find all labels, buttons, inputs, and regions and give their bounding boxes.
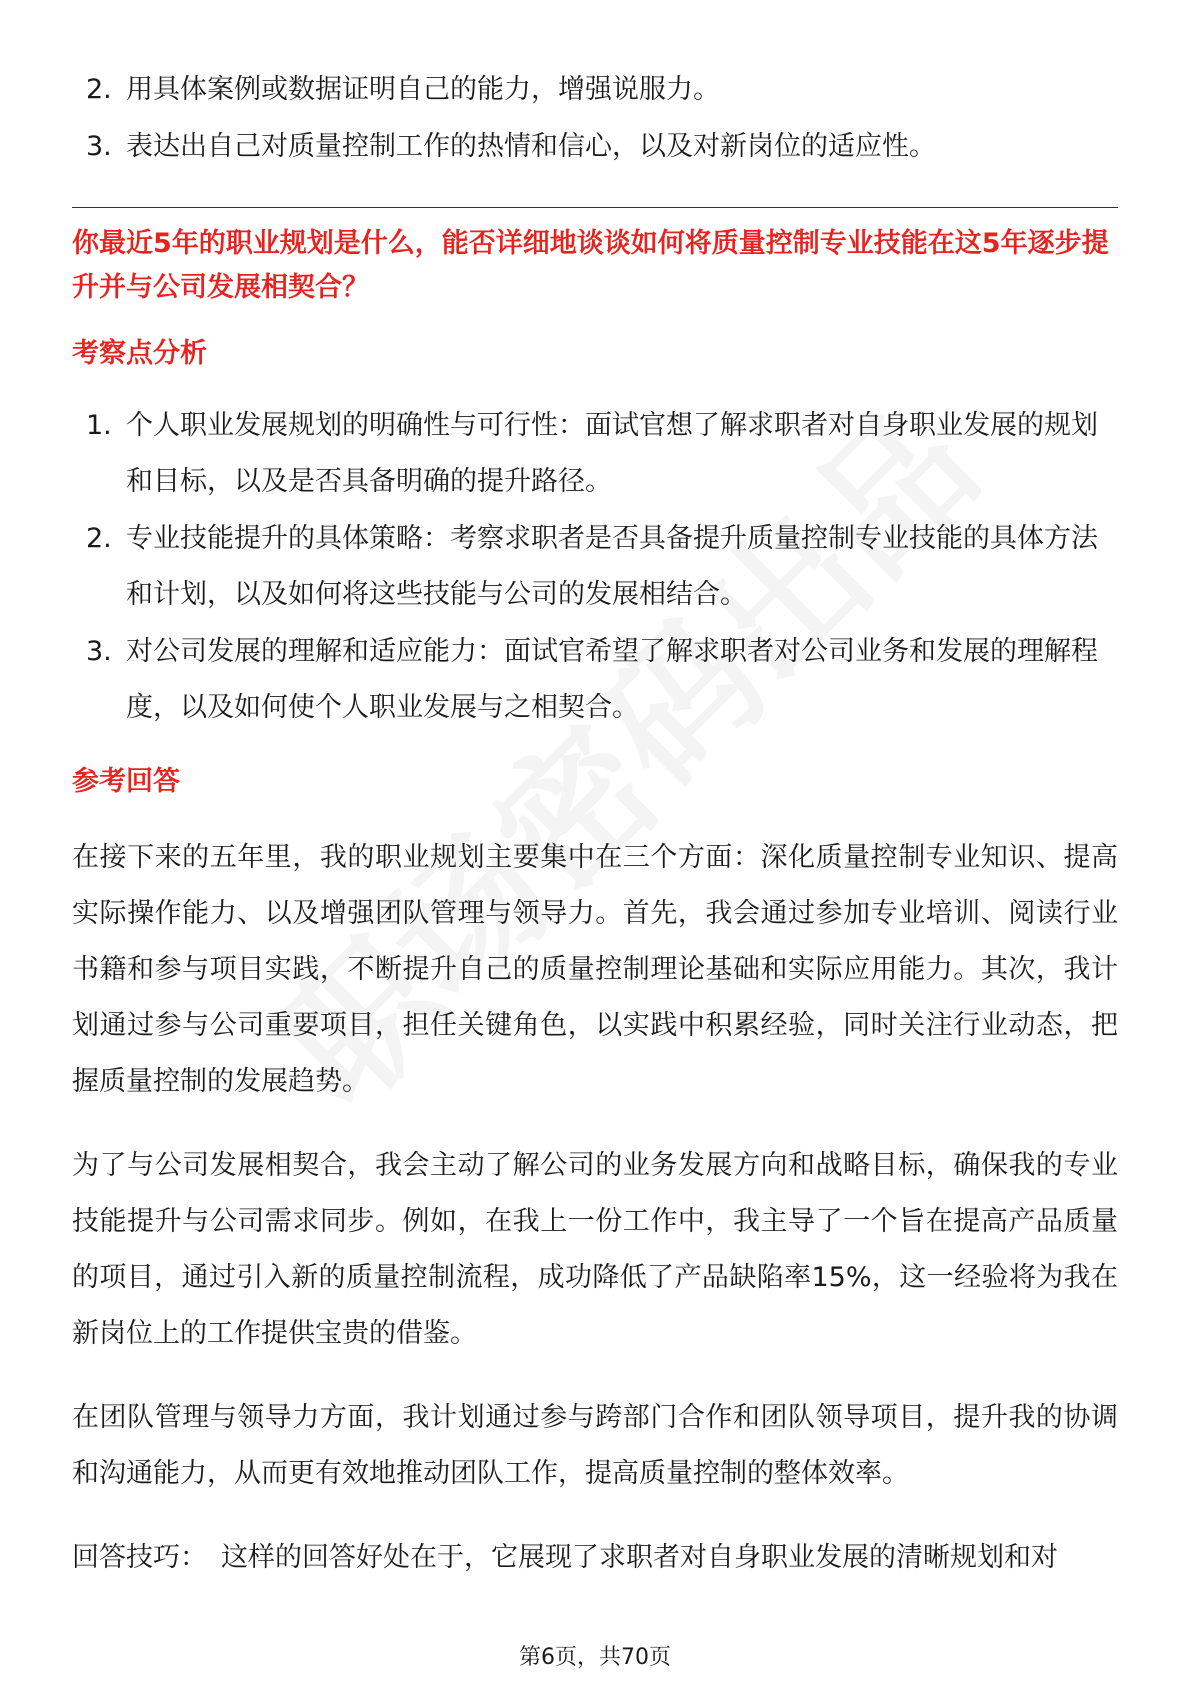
list-item: [72, 624, 1118, 736]
answer-paragraph: 在接下来的五年里，我的职业规划主要集中在三个方面：深化质量控制专业知识、提高实际操作能力、以及增强团队管理与领导力。首先，我会通过参加专业培训、阅读行业书籍和参与项目实践，不断提升自己的质量控制理论基础和实际应用能力。其次，我计划通过参与公司重要项目，担任关键角色，以实践中积累经验，同时关注行业动态，把握质量控制的发展趋势。: [72, 842, 1118, 1097]
answer-tips: [72, 1530, 1118, 1586]
section-divider: [72, 207, 1118, 208]
list-number: 1.: [86, 410, 112, 441]
list-item: [72, 398, 1118, 510]
list-item: [72, 119, 1118, 175]
page-content: [72, 62, 1118, 1586]
list-item-text: 专业技能提升的具体策略：考察求职者是否具备提升质量控制专业技能的具体方法和计划，以及如何将这些技能与公司的发展相结合。: [126, 523, 1098, 610]
list-item: [72, 511, 1118, 623]
list-item-text: 个人职业发展规划的明确性与可行性：面试官想了解求职者对自身职业发展的规划和目标，以及是否具备明确的提升路径。: [126, 410, 1098, 497]
interview-question: 你最近5年的职业规划是什么，能否详细地谈谈如何将质量控制专业技能在这5年逐步提升并与公司发展相契合？: [72, 228, 1109, 303]
list-item-text: 对公司发展的理解和适应能力：面试官希望了解求职者对公司业务和发展的理解程度，以及如何使个人职业发展与之相契合。: [126, 636, 1098, 723]
page-number: 第6页，共70页: [519, 1645, 671, 1670]
analysis-heading: 考察点分析: [72, 338, 207, 369]
list-number: 3.: [86, 131, 112, 162]
previous-tips-list: [72, 62, 1118, 175]
list-item-text: 用具体案例或数据证明自己的能力，增强说服力。: [126, 74, 720, 105]
list-number: 2.: [86, 523, 112, 554]
list-number: 3.: [86, 636, 112, 667]
list-item-text: 表达出自己对质量控制工作的热情和信心，以及对新岗位的适应性。: [126, 131, 936, 162]
tips-text: 这样的回答好处在于，它展现了求职者对自身职业发展的清晰规划和对: [221, 1542, 1058, 1573]
list-number: 2.: [86, 74, 112, 105]
list-item: [72, 62, 1118, 118]
answer-heading: 参考回答: [72, 766, 180, 797]
tips-label: 回答技巧：: [72, 1542, 207, 1573]
answer-paragraph: 在团队管理与领导力方面，我计划通过参与跨部门合作和团队领导项目，提升我的协调和沟通能力，从而更有效地推动团队工作，提高质量控制的整体效率。: [72, 1402, 1118, 1489]
analysis-list: [72, 398, 1118, 736]
answer-paragraph: 为了与公司发展相契合，我会主动了解公司的业务发展方向和战略目标，确保我的专业技能提升与公司需求同步。例如，在我上一份工作中，我主导了一个旨在提高产品质量的项目，通过引入新的质量控制流程，成功降低了产品缺陷率15%，这一经验将为我在新岗位上的工作提供宝贵的借鉴。: [72, 1150, 1118, 1349]
